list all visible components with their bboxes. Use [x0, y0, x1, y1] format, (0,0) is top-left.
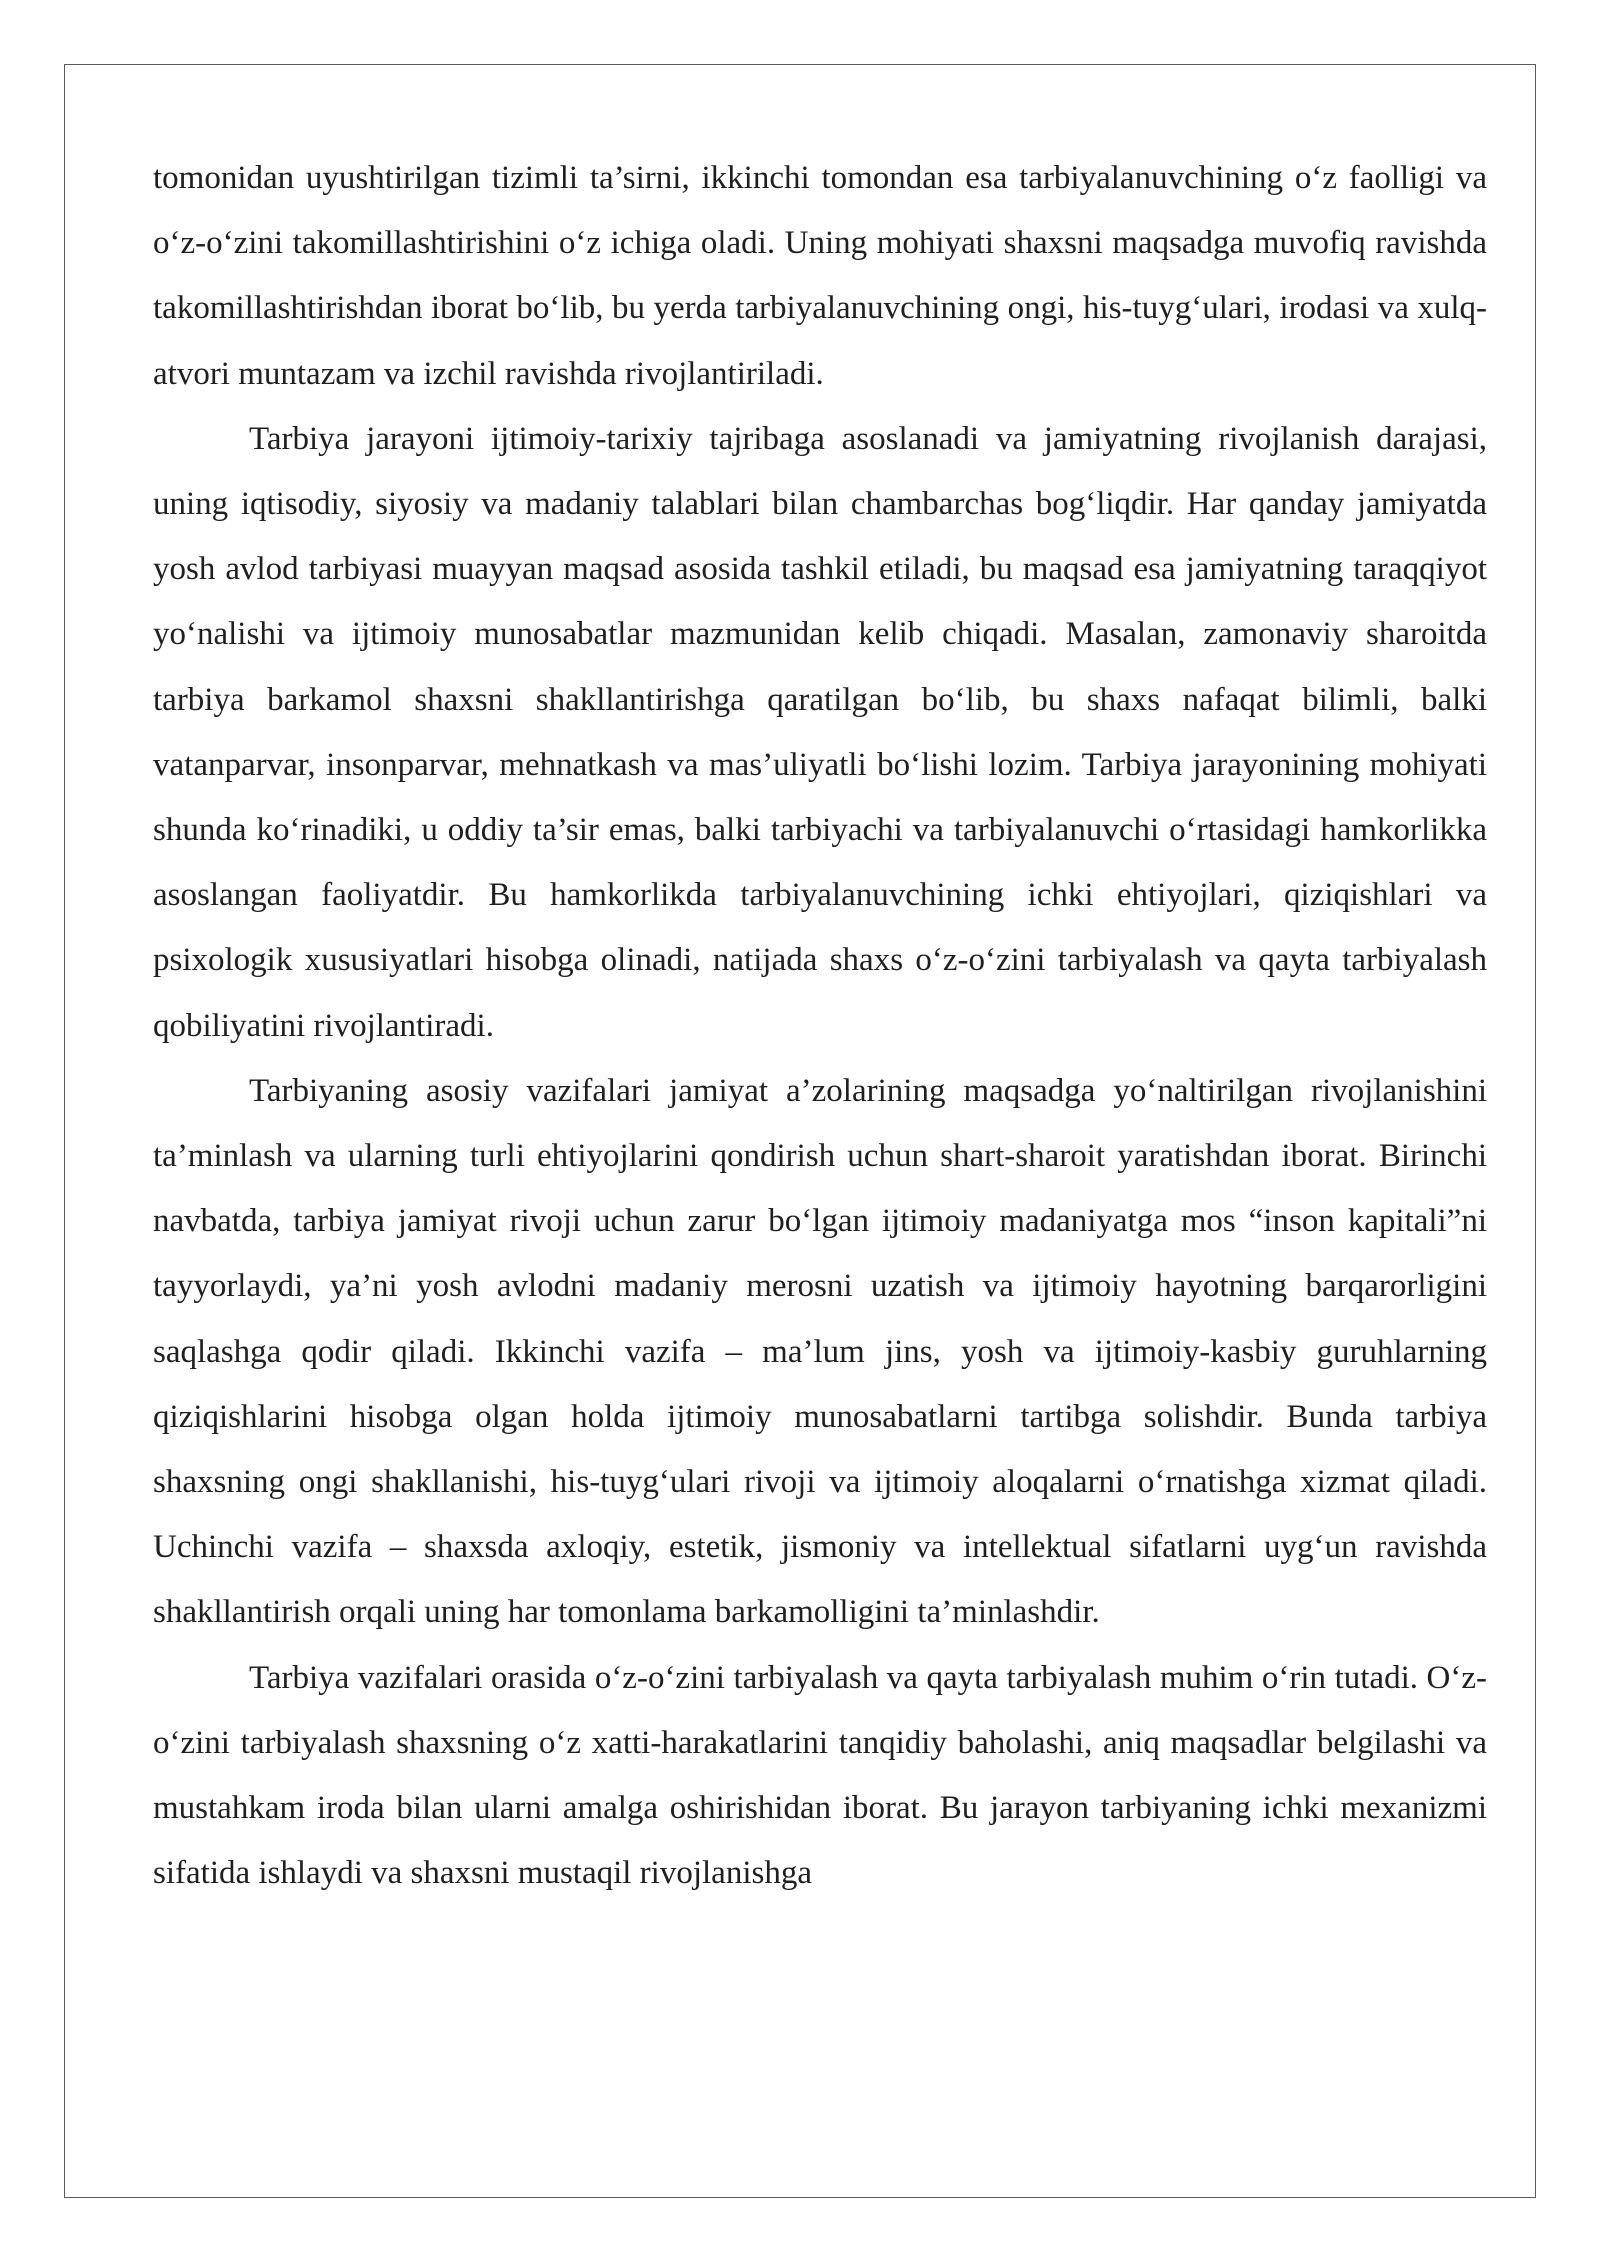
- paragraph-upbringing-tasks: Tarbiyaning asosiy vazifalari jamiyat a’zolarining maqsadga yo‘naltirilgan rivojlanishini ta’minlash va ularning turli ehtiyojlarini qondirish uchun shart-sharoit yaratishdan iborat. Birinchi navbatda, tarbiya jamiyat rivoji uchun zarur bo‘lgan ijtimoiy madaniyatga mos “inson kapitali”ni tayyorlaydi, ya’ni yosh avlodni madaniy merosni uzatish va ijtimoiy hayotning barqarorligini saqlashga qodir qiladi. Ikkinchi vazifa – ma’lum jins, yosh va ijtimoiy-kasbiy guruhlarning qiziqishlarini hisobga olgan holda ijtimoiy munosabatlarni tartibga solishdir. Bunda tarbiya shaxsning ongi shakllanishi, his-tuyg‘ulari rivoji va ijtimoiy aloqalarni o‘rnatishga xizmat qiladi. Uchinchi vazifa – shaxsda axloqiy, estetik, jismoniy va intellektual sifatlarni uyg‘un ravishda shakllantirish orqali uning har tomonlama barkamolligini ta’minlashdir.: [153, 1072, 1487, 1631]
- document-body: [153, 146, 1487, 1906]
- paragraph-upbringing-process: Tarbiya jarayoni ijtimoiy-tarixiy tajribaga asoslanadi va jamiyatning rivojlanish darajasi, uning iqtisodiy, siyosiy va madaniy talablari bilan chambarchas bog‘liqdir. Har qanday jamiyatda yosh avlod tarbiyasi muayyan maqsad asosida tashkil etiladi, bu maqsad esa jamiyatning taraqqiyot yo‘nalishi va ijtimoiy munosabatlar mazmunidan kelib chiqadi. Masalan, zamonaviy sharoitda tarbiya barkamol shaxsni shakllantirishga qaratilgan bo‘lib, bu shaxs nafaqat bilimli, balki vatanparvar, insonparvar, mehnatkash va mas’uliyatli bo‘lishi lozim. Tarbiya jarayonining mohiyati shunda ko‘rinadiki, u oddiy ta’sir emas, balki tarbiyachi va tarbiyalanuvchi o‘rtasidagi hamkorlikka asoslangan faoliyatdir. Bu hamkorlikda tarbiyalanuvchining ichki ehtiyojlari, qiziqishlari va psixologik xususiyatlari hisobga olinadi, natijada shaxs o‘z-o‘zini tarbiyalash va qayta tarbiyalash qobiliyatini rivojlantiradi.: [153, 420, 1487, 1044]
- paragraph-self-education: Tarbiya vazifalari orasida o‘z-o‘zini tarbiyalash va qayta tarbiyalash muhim o‘rin tutadi. O‘z-o‘zini tarbiyalash shaxsning o‘z xatti-harakatlarini tanqidiy baholashi, aniq maqsadlar belgilashi va mustahkam iroda bilan ularni amalga oshirishidan iborat. Bu jarayon tarbiyaning ichki mexanizmi sifatida ishlaydi va shaxsni mustaqil rivojlanishga: [153, 1659, 1487, 1892]
- paragraph-continued: tomonidan uyushtirilgan tizimli ta’sirni, ikkinchi tomondan esa tarbiyalanuvchining o‘z faolligi va o‘z-o‘zini takomillashtirishini o‘z ichiga oladi. Uning mohiyati shaxsni maqsadga muvofiq ravishda takomillashtirishdan iborat bo‘lib, bu yerda tarbiyalanuvchining ongi, his-tuyg‘ulari, irodasi va xulq-atvori muntazam va izchil ravishda rivojlantiriladi.: [153, 160, 1487, 392]
